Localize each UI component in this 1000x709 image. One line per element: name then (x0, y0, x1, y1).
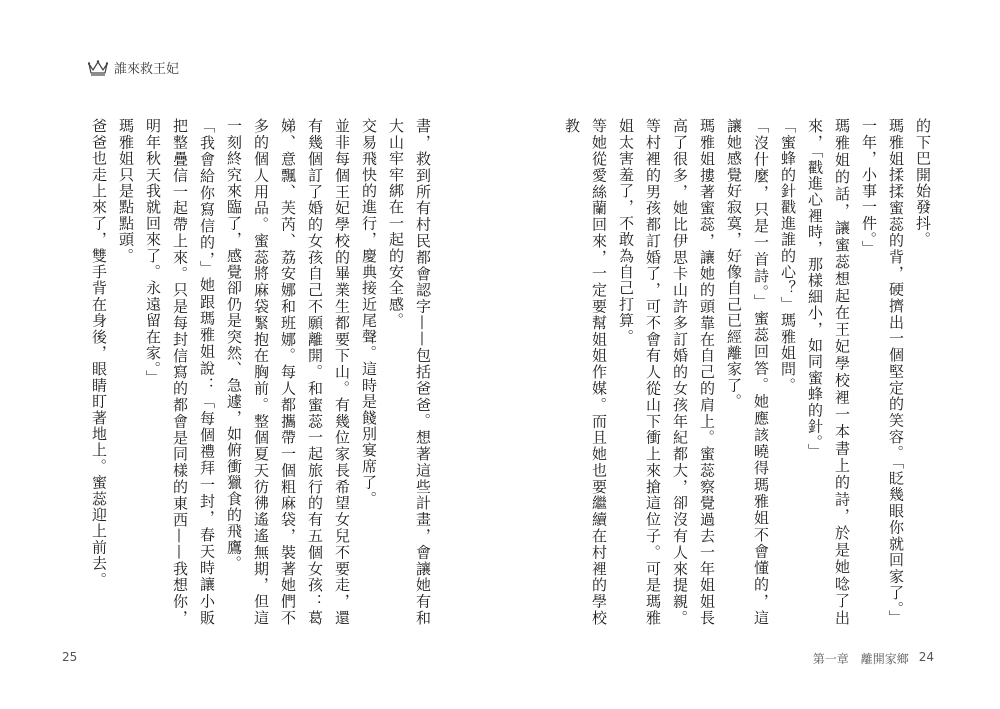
page-number: 24 (918, 650, 934, 664)
paragraph: 瑪雅姐揉揉蜜蕊的背，硬擠出一個堅定的笑容。「眨幾眼你就回家了。」一年，小事一件。」 (860, 118, 905, 626)
right-page (500, 0, 1000, 709)
paragraph: 瑪雅姐只是點點頭。 (117, 118, 135, 264)
book-title: 誰來救王妃 (114, 62, 180, 77)
paragraph: 交易飛快的進行，慶典接近尾聲。這時是餞別宴席了。 (360, 118, 378, 507)
running-head (88, 58, 179, 77)
chapter-title: 第一章 離開家鄉 (812, 652, 909, 666)
paragraph: 「沒什麼，只是一首詩。」蜜蕊回答。她應該曉得瑪雅姐不會懂的，這讓她感覺好寂寞，好像自己已經離家了。 (725, 118, 770, 626)
left-page-body (68, 118, 436, 626)
footer (813, 650, 934, 667)
crown-icon (88, 60, 108, 76)
right-page-body (536, 118, 936, 626)
paragraph: 等她從愛絲蘭回來，一定要幫姐姐作媒。而且她也要繼續在村裡的學校教 (563, 118, 608, 626)
paragraph: 的下巴開始發抖。 (914, 118, 932, 248)
paragraph: 書，救到所有村民都會認字——包括爸爸。想著這些計畫，會讓她有和大山牢牢綁在一起的安全感。 (387, 118, 432, 626)
paragraph: 瑪雅姐的話，讓蜜蕊想起在王妃學校裡一本書上的詩，於是她唸了出來，「戳進心裡時，那樣細小，如同蜜蜂的針。」 (806, 118, 851, 626)
paragraph: 「蜜蜂的針戳進誰的心？」瑪雅姐問。 (779, 118, 797, 394)
paragraph: 爸爸也走上來了，雙手背在身後，眼睛盯著地上。蜜蕊迎上前去。 (90, 118, 108, 588)
paragraph: 瑪雅姐摟著蜜蕊，讓她的頭靠在自己的肩上。蜜蕊察覺過去一年姐姐長高了很多，她比伊思卡山許多訂婚的女孩年紀都大，卻沒有人來提親。等村裡的男孩都訂婚了，可不會有人從山下衝上來搶這位子。可是瑪雅姐太害羞了，不敢為自己打算。 (617, 118, 716, 626)
page-number: 25 (62, 650, 78, 664)
paragraph: 並非每個王妃學校的畢業生都要下山。有幾位家長希望女兒不要走，還有幾個訂了婚的女孩自己不願離開。和蜜蕊一起旅行的有五個女孩：葛娣、意飄、芙芮、荔安娜和班娜。每人都攜帶一個粗麻袋，裝著她們不多的個人用品。蜜蕊將麻袋緊抱在胸前。整個夏天彷彿遙遙無期，但這一刻終究來臨了，感覺卻仍是突然、急遽，如俯衝獵食的飛鷹。 (225, 118, 351, 626)
paragraph: 「我會給你寫信的，」她跟瑪雅姐說：「每個禮拜一封，春天時讓小販把整疊信一起帶上來。只是每封信寫的都會是同樣的東西——我想你，明年秋天我就回來了。永遠留在家。」 (144, 118, 216, 626)
